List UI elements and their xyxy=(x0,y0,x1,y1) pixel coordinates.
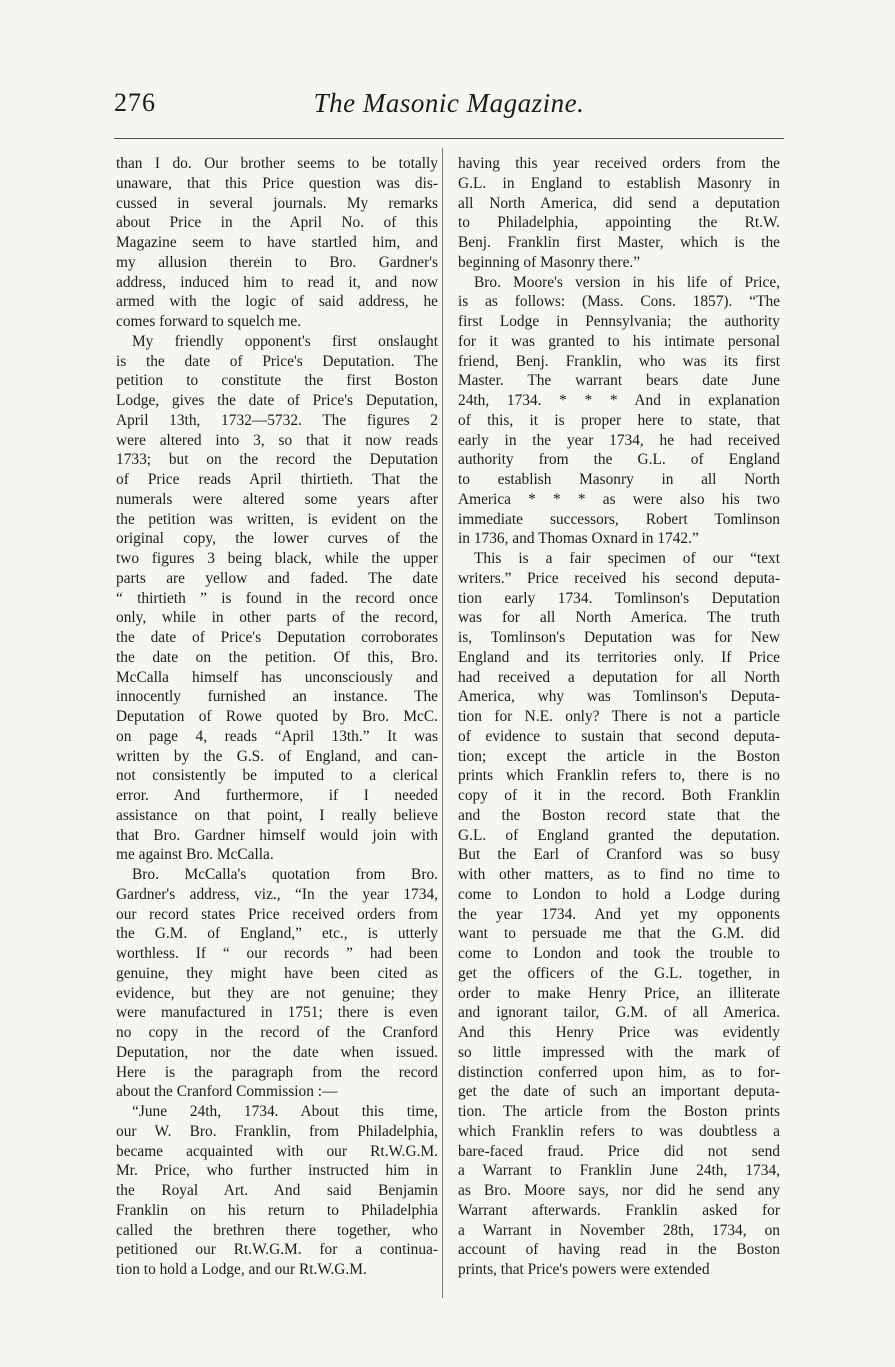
text-line: armed with the logic of said address, he xyxy=(116,293,438,311)
text-line: early in the year 1734, he had received xyxy=(458,431,780,449)
text-line: 1733; but on the record the Deputation xyxy=(116,451,438,469)
text-line: Deputation, nor the date when issued. xyxy=(116,1043,438,1061)
text-line: prints which Franklin refers to, there is no xyxy=(458,767,780,785)
text-line: McCalla himself has unconsciously and xyxy=(116,668,438,686)
text-line: so little impressed with the mark of xyxy=(458,1043,780,1061)
text-line: were manufactured in 1751; there is even xyxy=(116,1004,438,1022)
text-line: assistance on that point, I really believe xyxy=(116,806,438,824)
column-divider xyxy=(442,148,443,1298)
text-line: prints, that Price's powers were extended xyxy=(458,1261,710,1278)
text-line: was for all North America. The truth xyxy=(458,609,780,627)
text-line: copy of it in the record. Both Franklin xyxy=(458,787,780,804)
text-line: original copy, the lower curves of the xyxy=(116,530,438,548)
text-line: the year 1734. And yet my opponents xyxy=(458,905,780,923)
text-line: first Lodge in Pennsylvania; the authority xyxy=(458,313,780,330)
text-line: the G.M. of England,” etc., is utterly xyxy=(116,925,438,943)
text-line: only, while in other parts of the record, xyxy=(116,609,438,627)
text-line: innocently furnished an instance. The xyxy=(116,688,438,706)
text-line: is, Tomlinson's Deputation was for New xyxy=(458,629,780,646)
text-line: America * * * as were also his two xyxy=(458,490,780,508)
text-line: had received a deputation for all North xyxy=(458,668,780,686)
text-line: tion early 1734. Tomlinson's Deputation xyxy=(458,589,780,607)
text-line: parts are yellow and faded. The date xyxy=(116,569,438,587)
text-line: of this, it is proper here to state, that xyxy=(458,411,780,429)
header-rule xyxy=(114,138,784,139)
text-line: on page 4, reads “April 13th.” It was xyxy=(116,727,438,745)
text-line: tion; except the article in the Boston xyxy=(458,747,780,765)
text-line: friend, Benj. Franklin, who was its first xyxy=(458,352,780,370)
text-line: that Bro. Gardner himself would join with xyxy=(116,826,438,844)
text-line: two figures 3 being black, while the upper xyxy=(116,550,438,567)
page-number: 276 xyxy=(114,88,156,117)
text-line: Magazine seem to have startled him, and xyxy=(116,234,438,251)
text-line: of evidence to sustain that second deputa- xyxy=(458,727,780,745)
text-line: address, induced him to read it, and now xyxy=(116,273,438,291)
text-line: Franklin on his return to Philadelphia xyxy=(116,1201,438,1219)
text-line: than I do. Our brother seems to be totally xyxy=(116,155,438,172)
text-line: G.L. of England granted the deputation. xyxy=(458,826,780,844)
text-line: comes forward to squelch me. xyxy=(116,313,302,330)
text-line: Benj. Franklin first Master, which is the xyxy=(458,234,780,251)
text-line: immediate successors, Robert Tomlinson xyxy=(458,510,780,528)
text-line: became acquainted with our Rt.W.G.M. xyxy=(116,1142,438,1160)
text-line: to establish Masonry in all North xyxy=(458,471,780,488)
text-line: authority from the G.L. of England xyxy=(458,451,780,469)
text-line: April 13th, 1732—5732. The figures 2 xyxy=(116,411,438,429)
text-line: about the Cranford Commission :— xyxy=(116,1083,338,1101)
text-line: Gardner's address, viz., “In the year 1734, xyxy=(116,885,438,903)
text-line: about Price in the April No. of this xyxy=(116,214,438,232)
text-line: our record states Price received orders from xyxy=(116,905,438,923)
text-line: Warrant afterwards. Franklin asked for xyxy=(458,1201,780,1219)
text-line: England and its territories only. If Price xyxy=(458,648,780,666)
text-line: a Warrant to Franklin June 24th, 1734, xyxy=(458,1162,780,1180)
text-line: And this Henry Price was evidently xyxy=(458,1024,780,1041)
text-line: unaware, that this Price question was dis- xyxy=(116,174,438,192)
text-line: tion for N.E. only? There is not a particle xyxy=(458,708,780,725)
text-line: distinction conferred upon him, as to for- xyxy=(458,1063,780,1081)
text-line: Bro. Moore's version in his life of Price, xyxy=(474,273,780,291)
text-line: and ignorant tailor, G.M. of all America. xyxy=(458,1004,780,1022)
text-line: petitioned our Rt.W.G.M. for a continua- xyxy=(116,1241,438,1259)
text-line: error. And furthermore, if I needed xyxy=(116,787,438,804)
text-line: Bro. McCalla's quotation from Bro. xyxy=(132,866,438,883)
text-line: G.L. in England to establish Masonry in xyxy=(458,174,780,192)
text-line: cussed in several journals. My remarks xyxy=(116,194,438,212)
page-header xyxy=(114,88,784,128)
text-line: called the brethren there together, who xyxy=(116,1221,438,1239)
text-line: no copy in the record of the Cranford xyxy=(116,1024,438,1041)
text-line: is the date of Price's Deputation. The xyxy=(116,352,438,370)
text-line: tion. The article from the Boston prints xyxy=(458,1103,780,1120)
text-line: want to persuade me that the G.M. did xyxy=(458,925,780,943)
text-line: Here is the paragraph from the record xyxy=(116,1063,438,1081)
text-line: beginning of Masonry there.” xyxy=(458,253,641,271)
text-line: written by the G.S. of England, and can- xyxy=(116,747,438,765)
text-line: the date on the petition. Of this, Bro. xyxy=(116,648,438,666)
text-line: come to London and took the trouble to xyxy=(458,945,780,962)
text-line: order to make Henry Price, an illiterate xyxy=(458,984,780,1002)
text-line: petition to constitute the first Boston xyxy=(116,372,438,390)
text-line: not consistently be imputed to a clerical xyxy=(116,767,438,785)
text-line: “ thirtieth ” is found in the record once xyxy=(116,589,438,607)
text-line: my allusion therein to Bro. Gardner's xyxy=(116,253,438,271)
text-line: numerals were altered some years after xyxy=(116,490,438,508)
text-line: to Philadelphia, appointing the Rt.W. xyxy=(458,214,780,232)
text-line: the petition was written, is evident on the xyxy=(116,510,438,528)
running-title: The Masonic Magazine. xyxy=(313,88,585,118)
text-line: me against Bro. McCalla. xyxy=(116,846,274,864)
text-line: Master. The warrant bears date June xyxy=(458,372,780,390)
text-line: as Bro. Moore says, nor did he send any xyxy=(458,1182,780,1199)
text-line: genuine, they might have been cited as xyxy=(116,964,438,982)
text-line: get the date of such an important deputa- xyxy=(458,1083,780,1101)
text-line: My friendly opponent's first onslaught xyxy=(132,332,438,350)
text-line: evidence, but they are not genuine; they xyxy=(116,984,438,1002)
right-column xyxy=(458,154,780,1280)
text-line: “June 24th, 1734. About this time, xyxy=(132,1103,438,1120)
text-line: our W. Bro. Franklin, from Philadelphia, xyxy=(116,1122,438,1140)
text-line: come to London to hold a Lodge during xyxy=(458,885,780,903)
text-line: worthless. If “ our records ” had been xyxy=(116,945,438,962)
text-line: Lodge, gives the date of Price's Deputation, xyxy=(116,392,438,409)
text-line: in 1736, and Thomas Oxnard in 1742.” xyxy=(458,530,699,548)
text-line: get the officers of the G.L. together, in xyxy=(458,964,780,982)
text-line: the Royal Art. And said Benjamin xyxy=(116,1182,438,1199)
text-line: But the Earl of Cranford was so busy xyxy=(458,846,780,864)
text-line: having this year received orders from the xyxy=(458,155,780,172)
text-line: bare-faced fraud. Price did not send xyxy=(458,1142,780,1160)
text-line: This is a fair specimen of our “text xyxy=(474,550,780,567)
text-line: and the Boston record state that the xyxy=(458,806,780,824)
text-line: Mr. Price, who further instructed him in xyxy=(116,1162,438,1180)
text-line: all North America, did send a deputation xyxy=(458,194,780,212)
text-line: a Warrant in November 28th, 1734, on xyxy=(458,1221,780,1239)
left-column xyxy=(116,154,438,1280)
text-line: writers.” Price received his second deputa- xyxy=(458,569,780,587)
text-line: for it was granted to his intimate personal xyxy=(458,332,780,350)
text-line: of Price reads April thirtieth. That the xyxy=(116,471,438,488)
text-line: is as follows: (Mass. Cons. 1857). “The xyxy=(458,293,780,311)
text-line: tion to hold a Lodge, and our Rt.W.G.M. xyxy=(116,1261,367,1278)
text-line: account of having read in the Boston xyxy=(458,1241,780,1259)
text-line: with other matters, as to find no time to xyxy=(458,866,780,883)
text-line: which Franklin refers to was doubtless a xyxy=(458,1122,780,1140)
text-line: the date of Price's Deputation corroborates xyxy=(116,629,438,646)
text-line: America, why was Tomlinson's Deputa- xyxy=(458,688,780,706)
text-line: were altered into 3, so that it now reads xyxy=(116,431,438,449)
text-line: 24th, 1734. * * * And in explanation xyxy=(458,392,780,409)
text-line: Deputation of Rowe quoted by Bro. McC. xyxy=(116,708,438,725)
